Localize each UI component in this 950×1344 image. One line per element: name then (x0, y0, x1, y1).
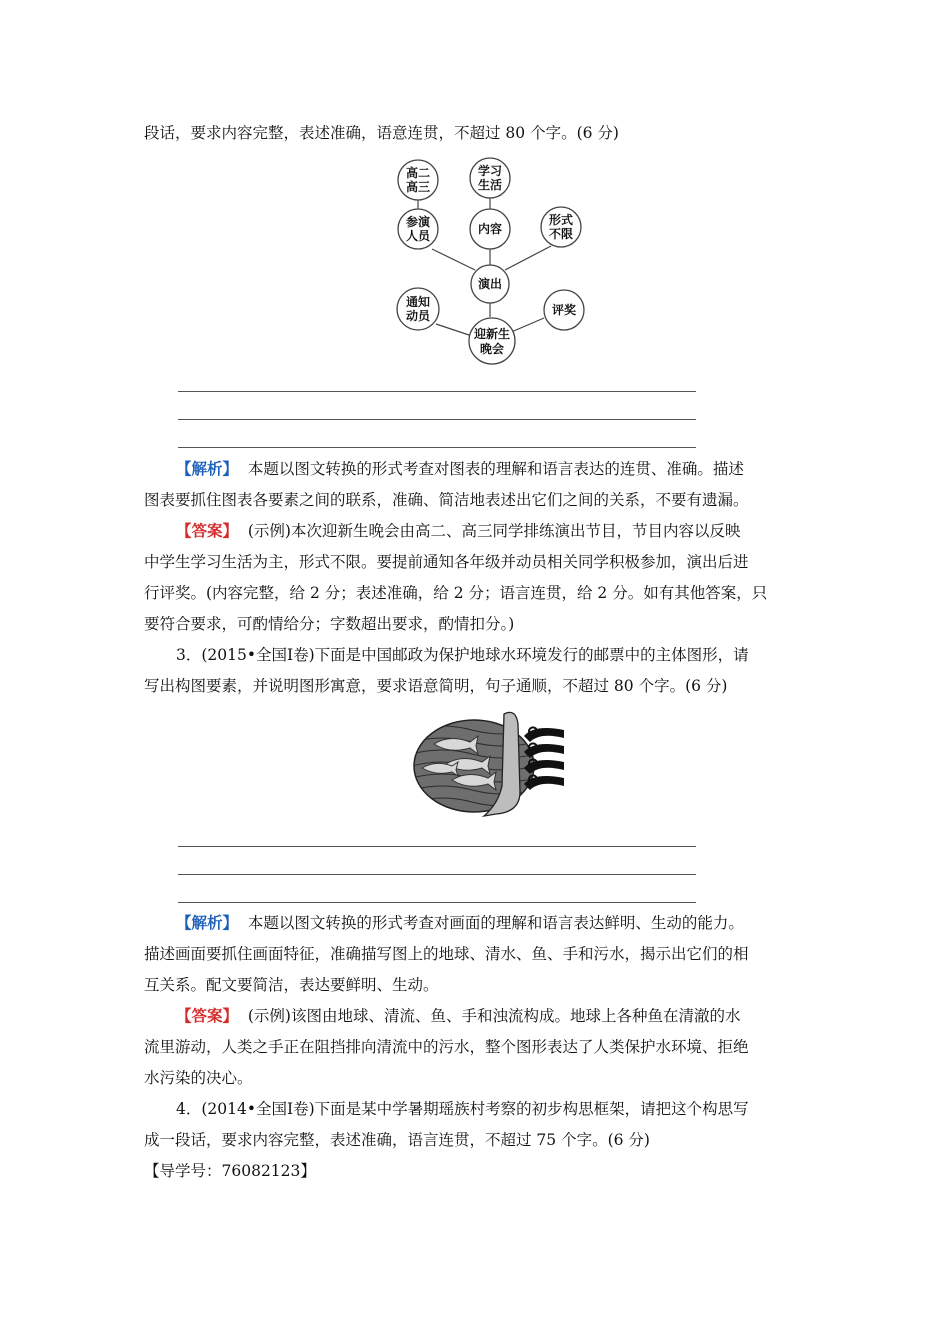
q3-answer-text-3: 水污染的决心。 (144, 1069, 253, 1087)
q2-analysis-line (176, 458, 856, 480)
q2-answer-text-1: (示例)本次迎新生晚会由高二、高三同学排练演出节目，节目内容以反映 (247, 522, 741, 540)
q3-analysis-line (176, 912, 856, 934)
analysis-tag: 【解析】 (176, 913, 239, 932)
answer-line (178, 391, 696, 392)
q3-analysis-text-1: 本题以图文转换的形式考查对画面的理解和语言表达鲜明、生动的能力。 (247, 914, 744, 932)
q2-answer-text-3: 行评奖。(内容完整，给 2 分；表述准确，给 2 分；语言连贯，给 2 分。如有其他答案，只 (144, 584, 768, 602)
answer-line (178, 419, 696, 420)
node-top-mid-2: 生活 (477, 178, 503, 192)
q2-mind-map-diagram (380, 150, 600, 370)
node-bottom-center-2: 晚会 (479, 342, 505, 356)
node-top-mid-1: 学习 (477, 164, 503, 178)
q2-answer-line (176, 520, 856, 542)
q3-answer-text-2: 流里游动，人类之手正在阻挡排向清流中的污水，整个图形表达了人类保护水环境、拒绝 (144, 1038, 749, 1056)
q2-answer-text-2: 中学生学习生活为主，形式不限。要提前通知各年级并动员相关同学积极参加，演出后进 (144, 553, 749, 571)
node-mid-right-1: 形式 (548, 213, 574, 227)
q3-answer-text-1: (示例)该图由地球、清流、鱼、手和浊流构成。地球上各种鱼在清澈的水 (247, 1007, 741, 1025)
q4-title-1: 4．(2014•全国Ⅰ卷)下面是某中学暑期瑶族村考察的初步构思框架，请把这个构思写 (176, 1100, 749, 1118)
q4-title-2: 成一段话，要求内容完整，表述准确，语言连贯，不超过 75 个字。(6 分) (144, 1131, 650, 1149)
q3-stamp-illustration (412, 708, 584, 820)
answer-tag: 【答案】 (176, 1006, 239, 1025)
node-bottom-left-2: 动员 (405, 309, 431, 323)
node-top-left-1: 高二 (405, 166, 431, 180)
q2-intro-line: 段话，要求内容完整，表述准确，语意连贯，不超过 80 个字。(6 分) (144, 124, 619, 142)
node-mid-left-2: 人员 (405, 229, 431, 243)
q3-analysis-text-3: 互关系。配文要简洁，表达要鲜明、生动。 (144, 976, 439, 994)
node-mid-center: 内容 (477, 222, 503, 236)
q3-analysis-text-2: 描述画面要抓住画面特征，准确描写图上的地球、清水、鱼、手和污水，揭示出它们的相 (144, 945, 749, 963)
q3-answer-line (176, 1005, 856, 1027)
answer-line (178, 902, 696, 903)
node-bottom-center-1: 迎新生 (473, 327, 511, 341)
answer-line (178, 846, 696, 847)
node-bottom-left-1: 通知 (405, 295, 431, 309)
node-top-left-2: 高三 (405, 180, 431, 194)
q3-title-2: 写出构图要素，并说明图形寓意，要求语意简明，句子通顺，不超过 80 个字。(6 分) (144, 677, 728, 695)
q2-analysis-text-2: 图表要抓住图表各要素之间的联系，准确、简洁地表述出它们之间的关系，不要有遗漏。 (144, 491, 749, 509)
node-center: 演出 (477, 277, 503, 291)
answer-line (178, 447, 696, 448)
analysis-tag: 【解析】 (176, 459, 239, 478)
answer-line (178, 874, 696, 875)
q2-answer-text-4: 要符合要求，可酌情给分；字数超出要求，酌情扣分。) (144, 615, 515, 633)
q4-guide-number: 【导学号：76082123】 (144, 1162, 316, 1180)
node-bottom-right: 评奖 (551, 303, 577, 317)
q3-title-1: 3．(2015•全国Ⅰ卷)下面是中国邮政为保护地球水环境发行的邮票中的主体图形，请 (176, 646, 749, 664)
q2-analysis-text-1: 本题以图文转换的形式考查对图表的理解和语言表达的连贯、准确。描述 (247, 460, 744, 478)
node-mid-right-2: 不限 (548, 227, 574, 241)
answer-tag: 【答案】 (176, 521, 239, 540)
node-mid-left-1: 参演 (405, 215, 431, 229)
